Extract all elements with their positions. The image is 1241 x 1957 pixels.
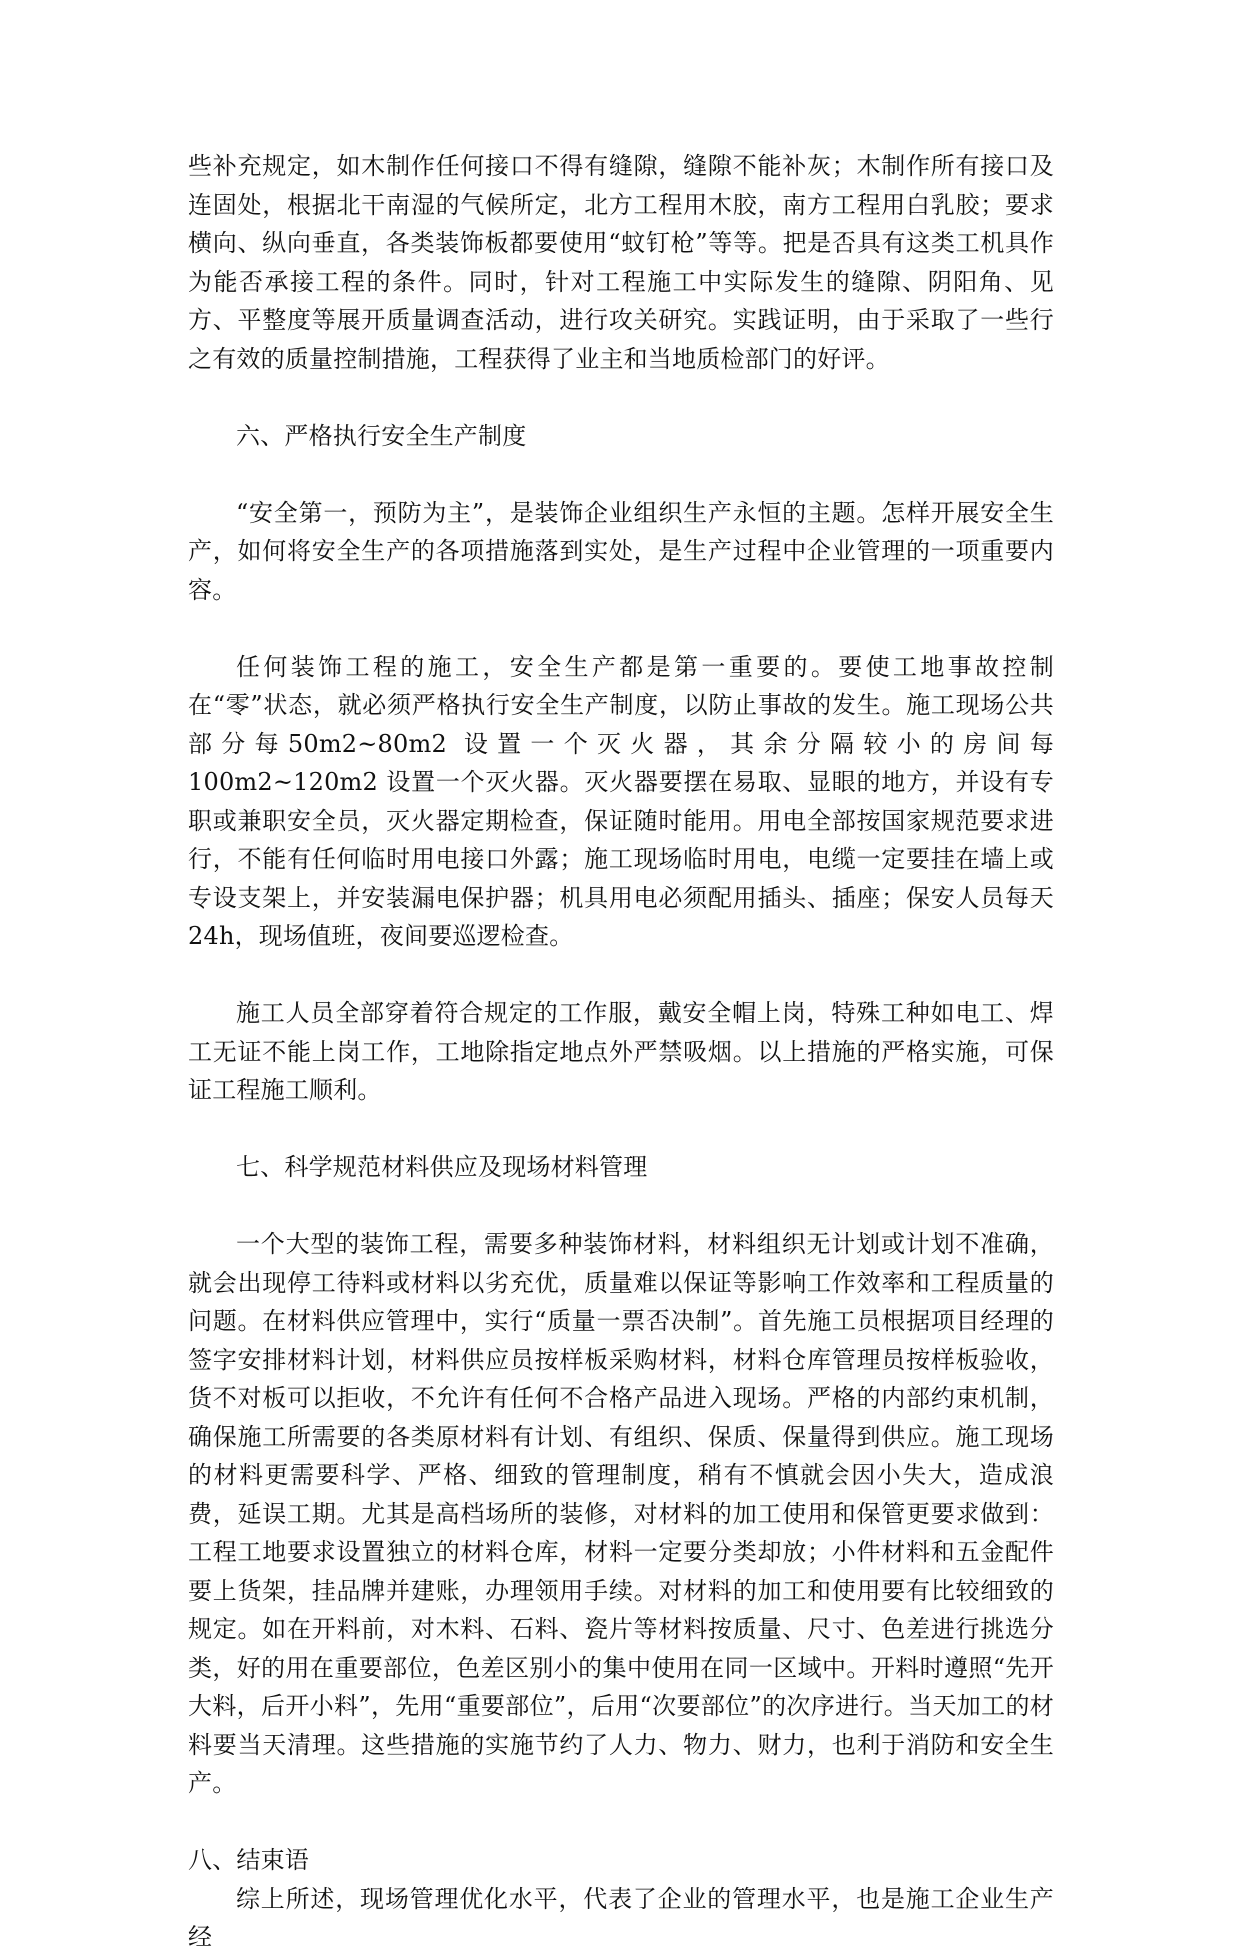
- paragraph-worker-safety: 施工人员全部穿着符合规定的工作服，戴安全帽上岗，特殊工种如电工、焊工无证不能上岗工作，工地除指定地点外严禁吸烟。以上措施的严格实施，可保证工程施工顺利。: [188, 999, 1054, 1104]
- section-heading-6: 六、严格执行安全生产制度: [236, 421, 527, 450]
- document-body: [188, 147, 1054, 1957]
- paragraph-quality-control-end: 些补充规定，如木制作任何接口不得有缝隙，缝隙不能补灰；木制作所有接口及连固处，根据北干南湿的气候所定，北方工程用木胶，南方工程用白乳胶；要求横向、纵向垂直，各类装饰板都要使用“蚊钉枪”等等。把是否具有这类工机具作为能否承接工程的条件。同时，针对工程施工中实际发生的缝隙、阴阳角、见方、平整度等展开质量调查活动，进行攻关研究。实践证明，由于采取了一些行之有效的质量控制措施，工程获得了业主和当地质检部门的好评。: [188, 152, 1054, 373]
- paragraph-conclusion: 综上所述，现场管理优化水平，代表了企业的管理水平，也是施工企业生产经: [188, 1884, 1054, 1951]
- paragraph-safety-theme: “安全第一，预防为主”，是装饰企业组织生产永恒的主题。怎样开展安全生产，如何将安全生产的各项措施落到实处，是生产过程中企业管理的一项重要内容。: [188, 498, 1054, 604]
- paragraph-material-management: 一个大型的装饰工程，需要多种装饰材料，材料组织无计划或计划不准确，就会出现停工待料或材料以劣充优，质量难以保证等影响工作效率和工程质量的问题。在材料供应管理中，实行“质量一票否决制”。首先施工员根据项目经理的签字安排材料计划，材料供应员按样板采购材料，材料仓库管理员按样板验收，货不对板可以拒收，不允许有任何不合格产品进入现场。严格的内部约束机制，确保施工所需要的各类原材料有计划、有组织、保质、保量得到供应。施工现场的材料更需要科学、严格、细致的管理制度，稍有不慎就会因小失大，造成浪费，延误工期。尤其是高档场所的装修，对材料的加工使用和保管更要求做到：工程工地要求设置独立的材料仓库，材料一定要分类却放；小件材料和五金配件要上货架，挂品牌并建账，办理领用手续。对材料的加工和使用要有比较细致的规定。如在开料前，对木料、石料、瓷片等材料按质量、尺寸、色差进行挑选分类，好的用在重要部位，色差区别小的集中使用在同一区域中。开料时遵照“先开大料，后开小料”，先用“重要部位”，后用“次要部位”的次序进行。当天加工的材料要当天清理。这些措施的实施节约了人力、物力、财力，也利于消防和安全生产。: [188, 1230, 1054, 1797]
- section-heading-8: 八、结束语: [188, 1846, 309, 1874]
- paragraph-safety-measures: 任何装饰工程的施工，安全生产都是第一重要的。要使工地事故控制在“零”状态，就必须严格执行安全生产制度，以防止事故的发生。施工现场公共部分每50m2~80m2 设置一个灭火器，其余分隔较小的房间每 100m2~120m2 设置一个灭火器。灭火器要摆在易取、显眼的地方，并设有专职或兼职安全员，灭火器定期检查，保证随时能用。用电全部按国家规范要求进行，不能有任何临时用电接口外露；施工现场临时用电，电缆一定要挂在墙上或专设支架上，并安装漏电保护器；机具用电必须配用插头、插座；保安人员每天 24h，现场值班，夜间要巡逻检查。: [188, 652, 1054, 950]
- section-heading-7: 七、科学规范材料供应及现场材料管理: [236, 1153, 648, 1181]
